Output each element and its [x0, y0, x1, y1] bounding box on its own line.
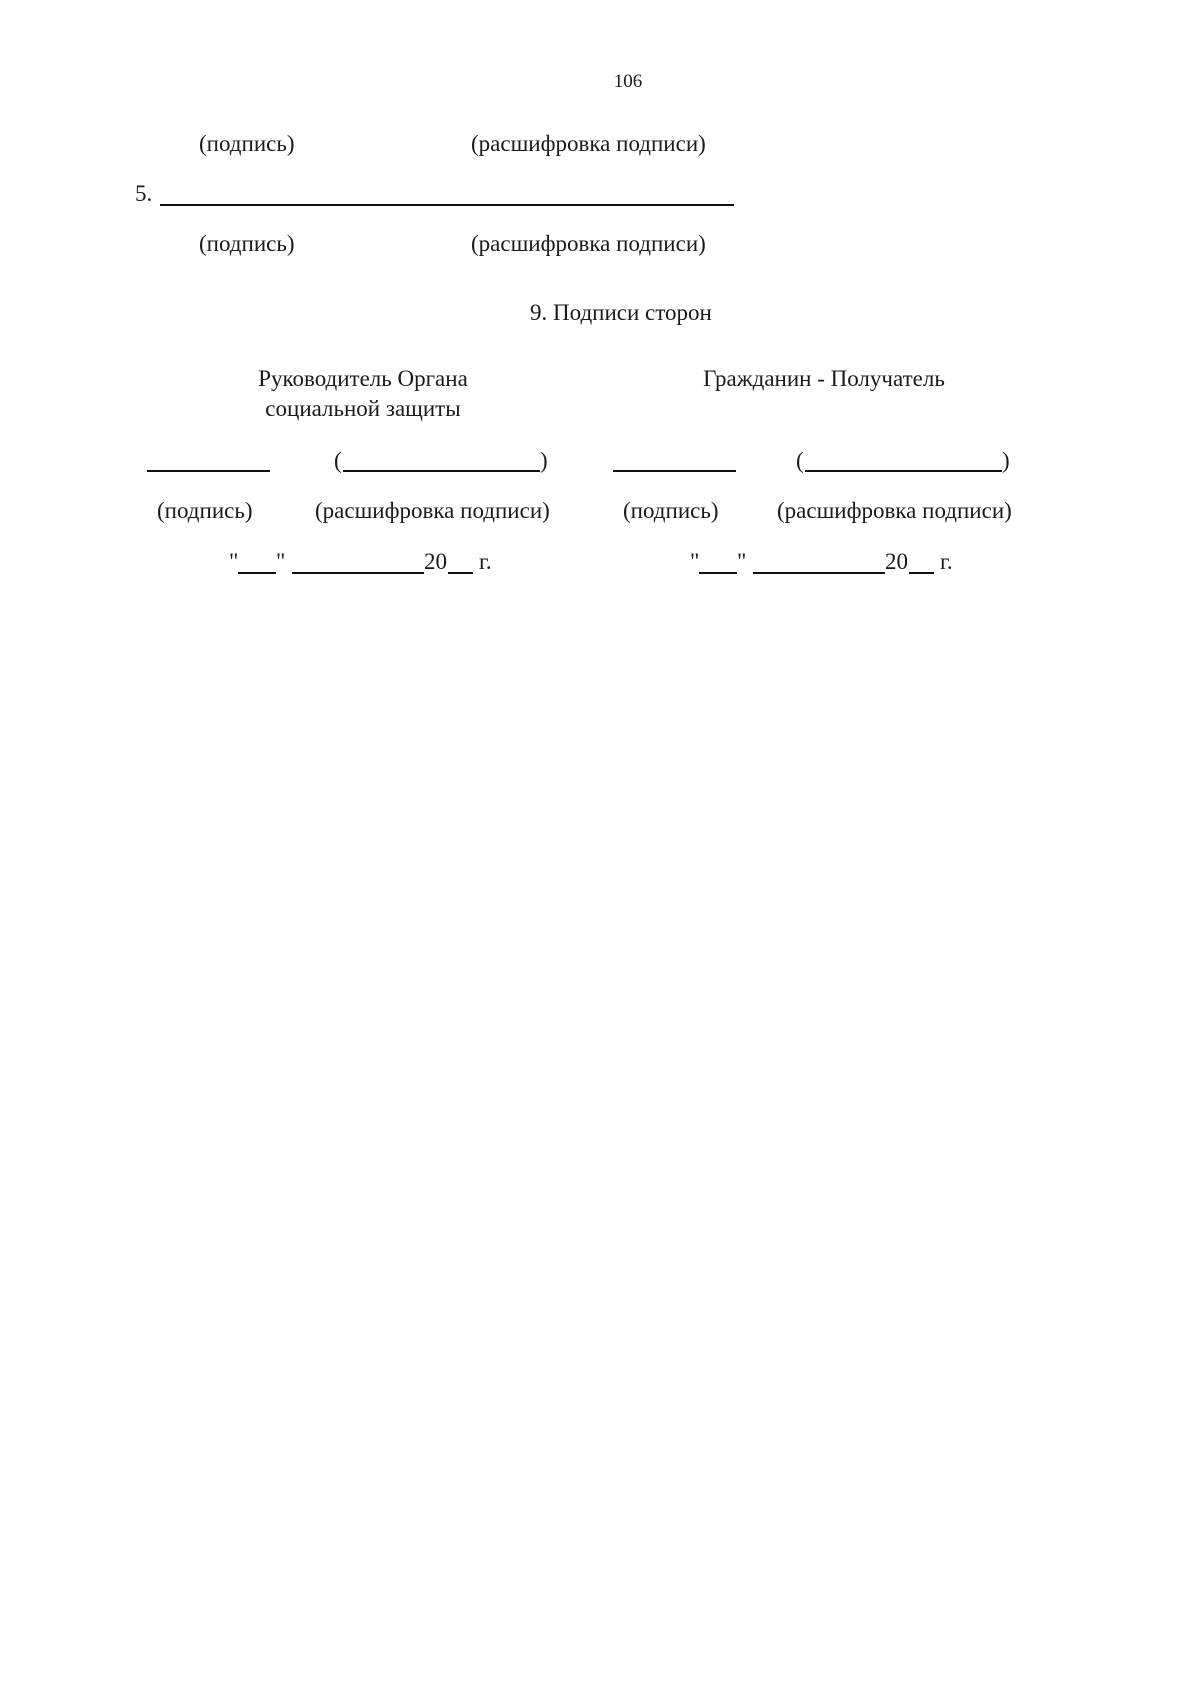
left-date-year-line[interactable] — [448, 572, 473, 574]
left-decode-line[interactable] — [343, 470, 540, 472]
signature-label: (подпись) — [199, 131, 295, 156]
date-quote-close: " — [737, 549, 747, 574]
signature-decode-label: (расшифровка подписи) — [471, 131, 706, 156]
left-decode-label: (расшифровка подписи) — [315, 498, 550, 523]
close-paren: ) — [540, 448, 548, 473]
open-paren: ( — [334, 448, 342, 473]
left-date-day-line[interactable] — [238, 572, 276, 574]
right-decode-line[interactable] — [805, 470, 1002, 472]
item-number: 5. — [135, 181, 153, 206]
date-year-suffix: г. — [940, 549, 953, 574]
right-date-month-line[interactable] — [753, 572, 885, 574]
section-title: 9. Подписи сторон — [530, 300, 712, 325]
close-paren: ) — [1002, 448, 1010, 473]
left-party-title-line: Руководитель Органа — [258, 366, 468, 391]
signature-line[interactable] — [160, 204, 734, 206]
right-signature-label: (подпись) — [623, 498, 719, 523]
open-paren: ( — [796, 448, 804, 473]
left-signature-label: (подпись) — [157, 498, 253, 523]
date-quote-close: " — [276, 549, 286, 574]
right-date-year-line[interactable] — [909, 572, 934, 574]
date-quote-open: " — [690, 549, 700, 574]
signature-decode-label: (расшифровка подписи) — [471, 231, 706, 256]
signature-label: (подпись) — [199, 231, 295, 256]
left-signature-line[interactable] — [147, 470, 270, 472]
left-party-title — [200, 366, 526, 422]
date-quote-open: " — [229, 549, 239, 574]
date-year-suffix: г. — [479, 549, 492, 574]
right-decode-label: (расшифровка подписи) — [777, 498, 1012, 523]
date-year-prefix: 20 — [885, 549, 908, 574]
right-party-title: Гражданин - Получатель — [703, 366, 945, 391]
right-signature-line[interactable] — [613, 470, 736, 472]
left-party-title-line: социальной защиты — [265, 396, 461, 421]
left-date-month-line[interactable] — [292, 572, 424, 574]
page-number: 106 — [613, 71, 643, 92]
date-year-prefix: 20 — [424, 549, 447, 574]
right-date-day-line[interactable] — [699, 572, 737, 574]
